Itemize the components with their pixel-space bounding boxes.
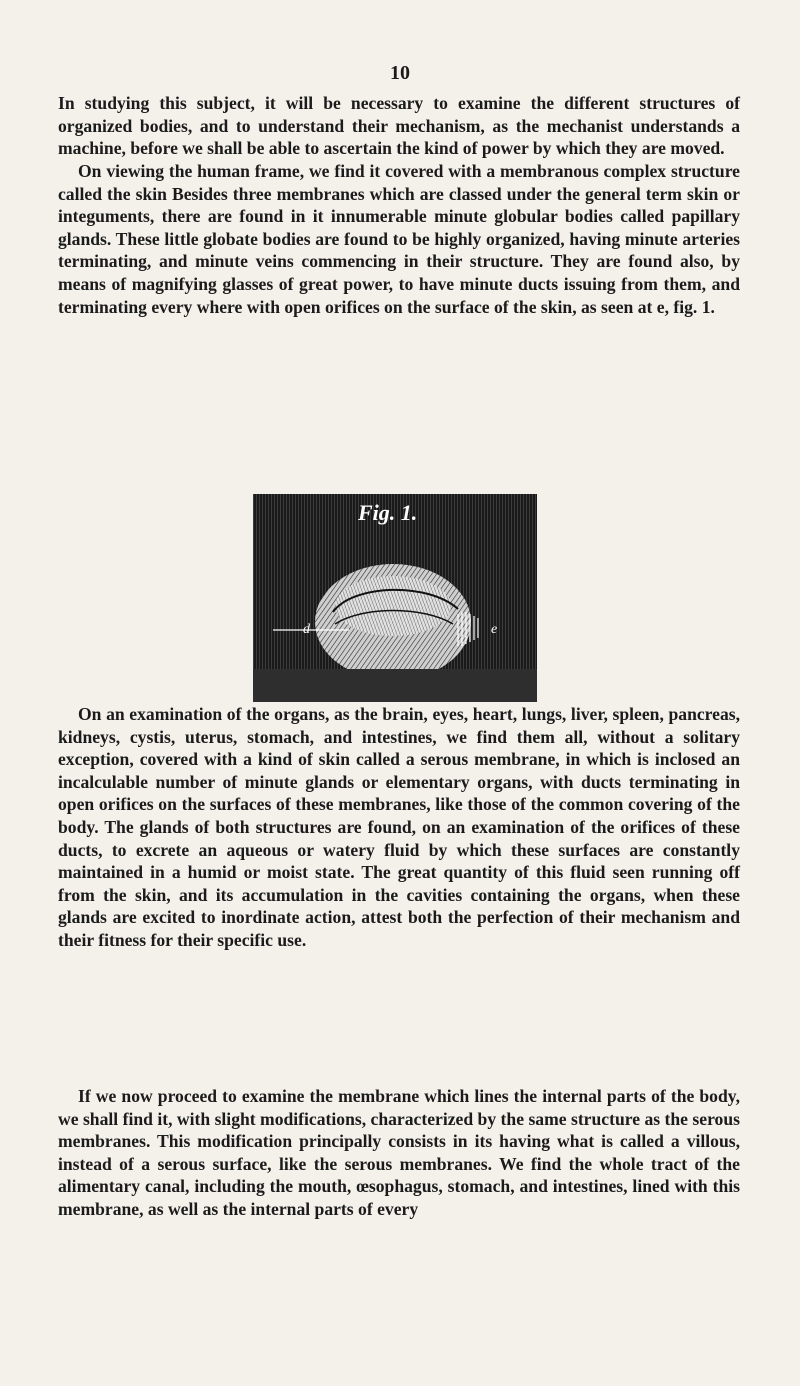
paragraph-2: On viewing the human frame, we find it covered with a membranous complex structure called the skin Besides three membranes which are classed under the general term skin or integuments, there are found in it innumerable minute globular bodies called papillary glands. These little globate bodies are found to be highly organized, having minute arteries terminating, and minute veins commencing in their structure. They are found also, by means of magnifying glasses of great power, to have minute ducts issuing from them, and terminating every where with open orifices on the surface of the skin, as seen at e, fig. 1. [58, 161, 740, 317]
paragraph-1: In studying this subject, it will be necessary to examine the different structures of organized bodies, and to understand their mechanism, as the mechanist understands a machine, before we shall be able to ascertain the kind of power by which they are moved. [58, 93, 740, 159]
figure-1-engraving [253, 494, 537, 702]
page-number: 10 [390, 62, 410, 84]
figure-label-e: e [491, 622, 498, 637]
figure-caption: Fig. 1. [358, 500, 418, 525]
figure-label-d: d [303, 622, 310, 637]
paragraph-3: On an examination of the organs, as the brain, eyes, heart, lungs, liver, spleen, pancreas, kidneys, cystis, uterus, stomach, and intestines, we find them all, without a solitary exception, covered with a kind of skin called a serous membrane, in which is inclosed an incalculable number of minute glands or elementary organs, with ducts terminating in open orifices on the surfaces of these membranes, like those of the common covering of the body. The glands of both structures are found, on an examination of the orifices of these ducts, to excrete an aqueous or watery fluid by which these surfaces are constantly maintained in a humid or moist state. The great quantity of this fluid seen running off from the skin, and its accumulation in the cavities containing the organs, when these glands are excited to inordinate action, attest both the perfection of their mechanism and their fitness for their specific use. [58, 704, 740, 950]
paragraph-4: If we now proceed to examine the membrane which lines the internal parts of the body, we shall find it, with slight modifications, characterized by the same structure as the serous membranes. This modification principally consists in its having what is called a villous, instead of a serous surface, like the serous membranes. We find the whole tract of the alimentary canal, including the mouth, œsophagus, stomach, and intestines, lined with this membrane, as well as the internal parts of every [58, 1086, 740, 1219]
